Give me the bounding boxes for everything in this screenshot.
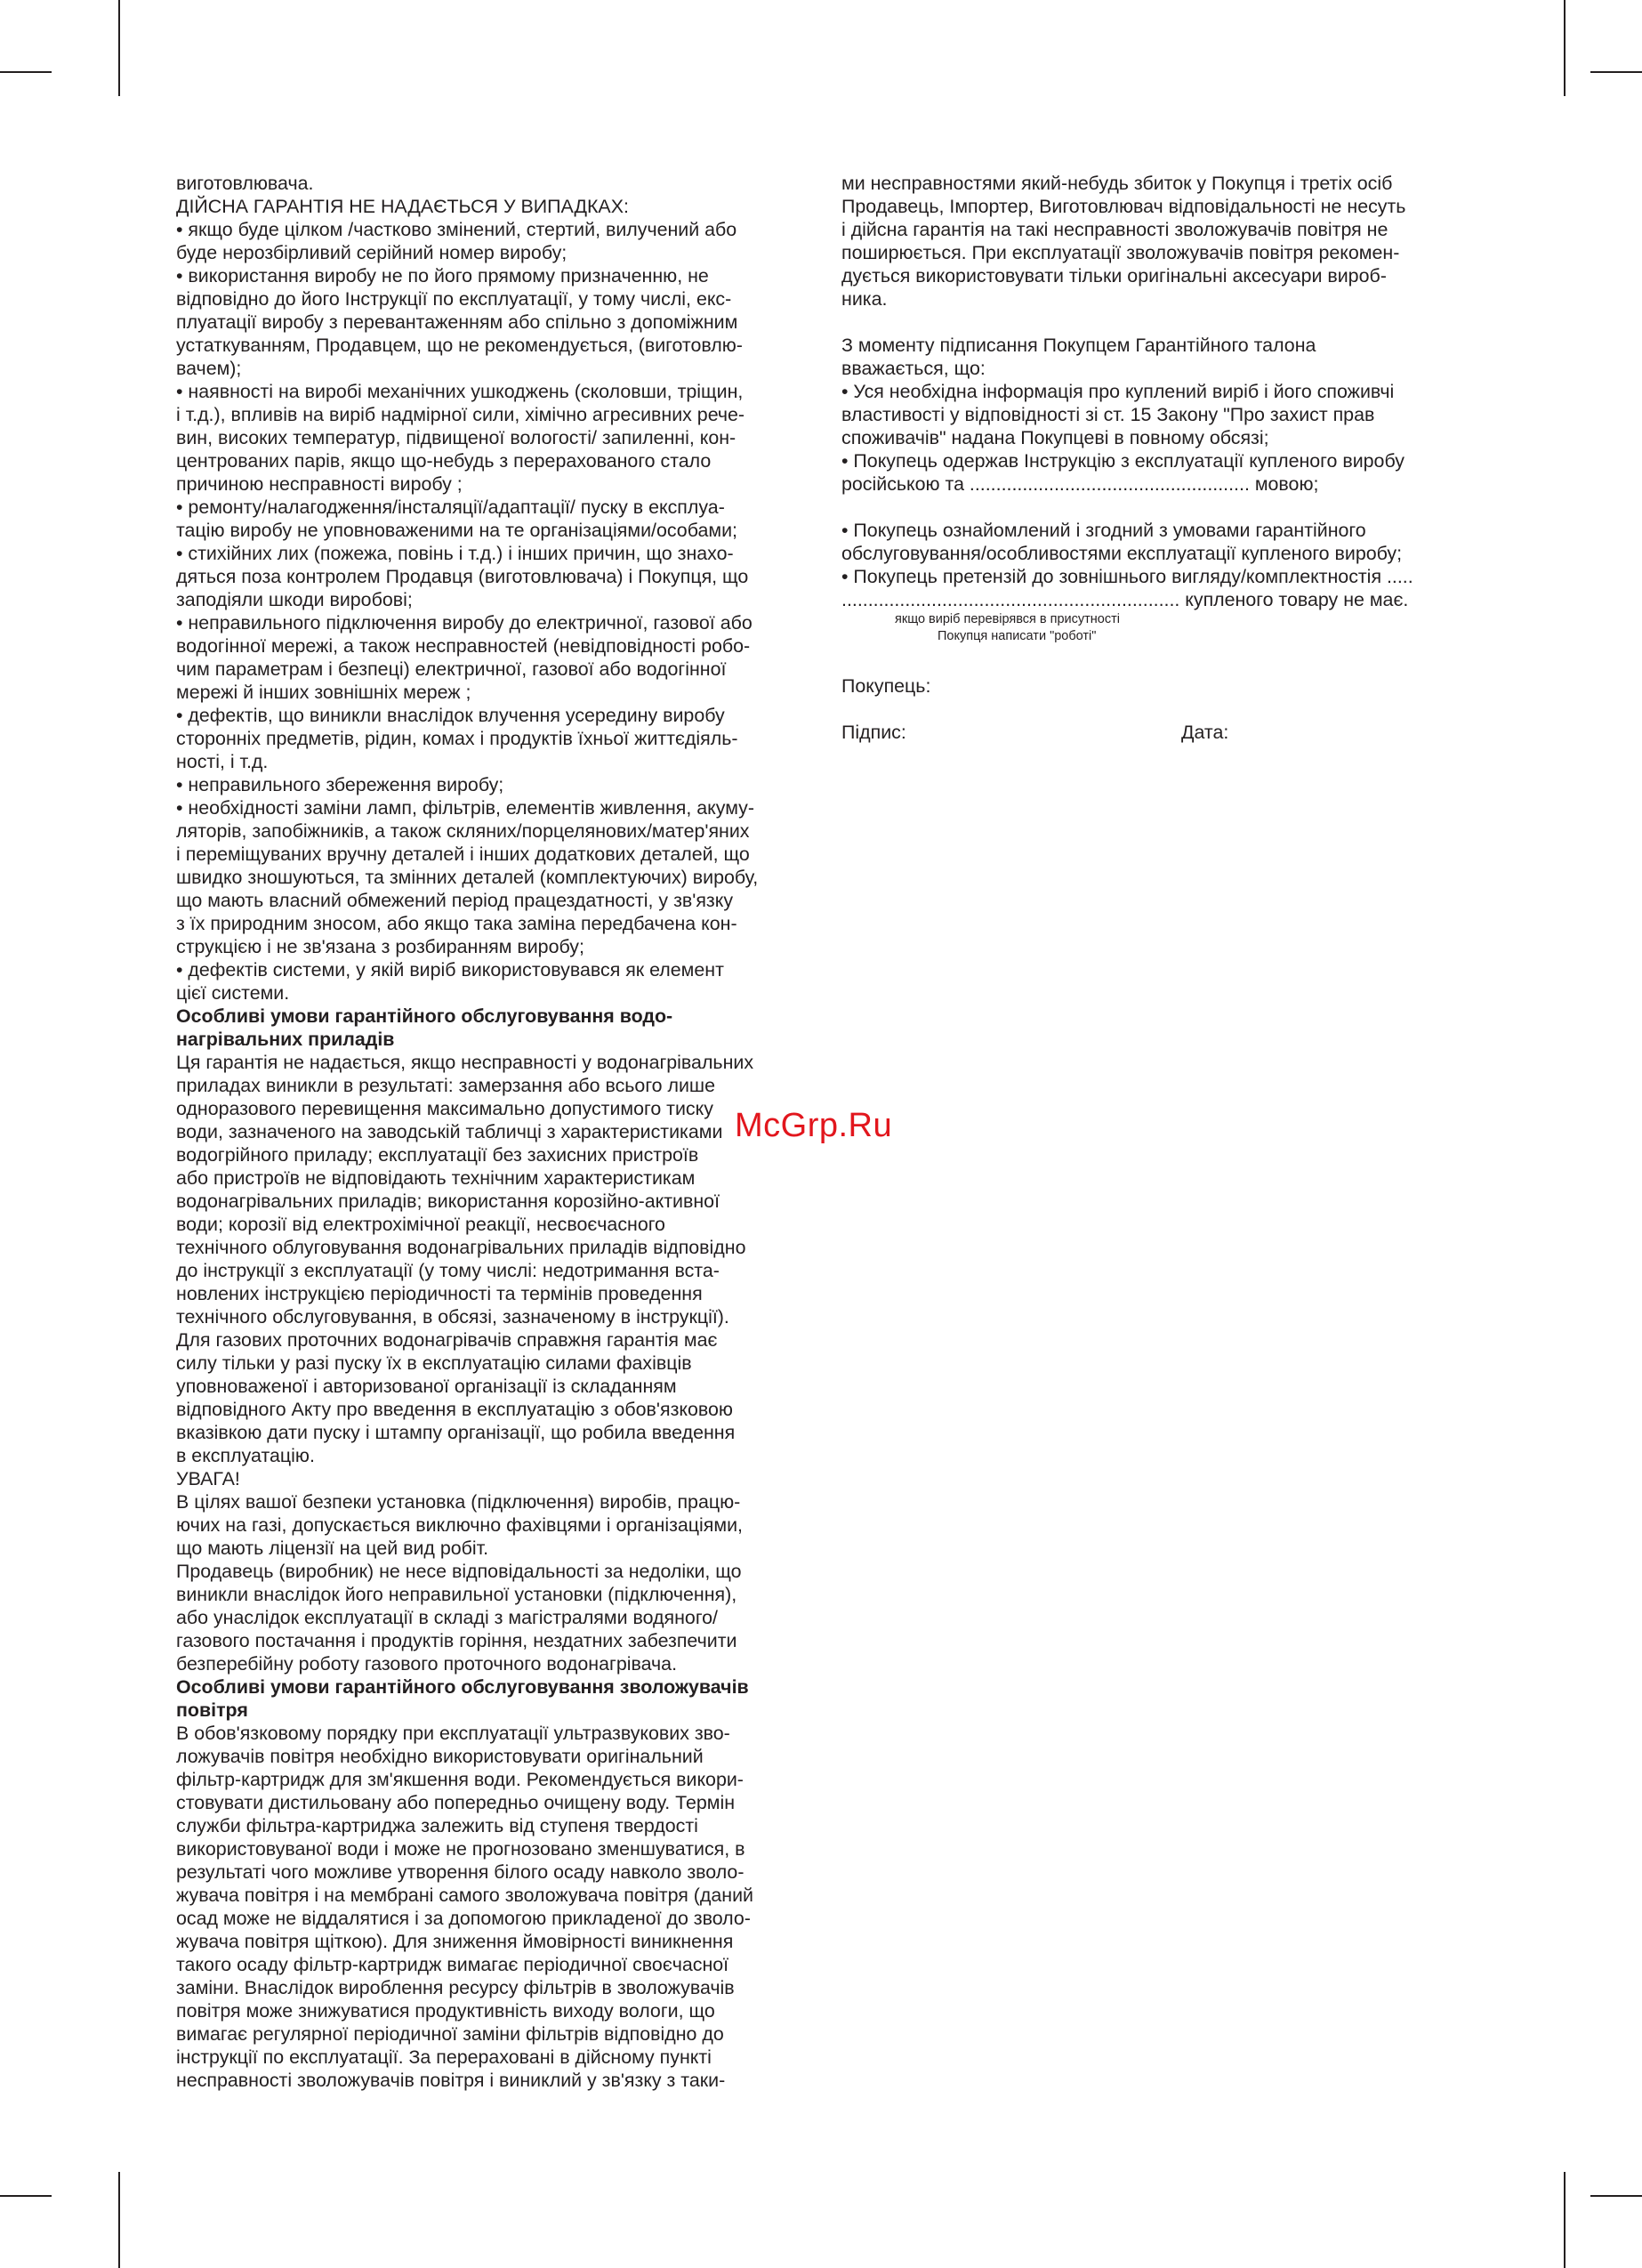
text-line: • наявності на виробі механічних ушкоджень (сколовши, тріщин, [176, 381, 744, 402]
text-line: • Уся необхідна інформація про куплений виріб і його споживчі [841, 381, 1395, 402]
text-line: вимагає регулярної періодичної заміни фільтрів відповідно до [176, 2023, 724, 2045]
text-line: мережі й інших зовнішніх мереж ; [176, 682, 471, 703]
text-line: УВАГА! [176, 1468, 240, 1489]
text-line: • неправильного збереження виробу; [176, 774, 504, 795]
text-line: буде нерозбірливий серійний номер виробу; [176, 242, 567, 263]
text-line: повітря може знижуватися продуктивність виходу вологи, що [176, 2000, 715, 2022]
buyer-label: Покупець: [841, 675, 931, 697]
text-line: і т.д.), впливів на виріб надмірної сили, хімічно агресивних рече- [176, 404, 745, 425]
right-text-column [841, 172, 1477, 744]
text-line: • необхідності заміни ламп, фільтрів, елементів живлення, акуму- [176, 797, 754, 819]
text-line: технічного облуговування водонагрівальних приладів відповідно [176, 1237, 746, 1258]
signature-row [841, 721, 1477, 744]
text-line: ляторів, запобіжників, а також скляних/порцелянових/матер'яних [176, 820, 750, 842]
text-line: ложувачів повітря необхідно використовувати оригінальний [176, 1746, 704, 1767]
text-line: В цілях вашої безпеки установка (підключення) виробів, працю- [176, 1491, 741, 1513]
section-heading-line: Особливі умови гарантійного обслуговування зволожувачів [176, 1676, 749, 1698]
text-line: ності, і т.д. [176, 751, 269, 772]
crop-mark-top-left [118, 0, 120, 96]
text-line: • ремонту/налагодження/інсталяції/адаптації/ пуску в експлуа- [176, 496, 725, 518]
text-line: причиною несправності виробу ; [176, 473, 463, 495]
text-line: і переміщуваних вручну деталей і інших додаткових деталей, що [176, 843, 750, 865]
text-line: осад може не віддалятися і за допомогою прикладеної до зволо- [176, 1908, 751, 1929]
text-line: властивості у відповідності зі ст. 15 Закону "Про захист прав [841, 404, 1375, 425]
text-line: чим параметрам і безпеці) електричної, газової або водогінної [176, 658, 727, 680]
section-heading-line: нагрівальних приладів [176, 1029, 395, 1050]
text-line: використовуваної води і може не прогнозовано зменшуватися, в [176, 1838, 745, 1860]
date-label: Дата: [1181, 722, 1229, 743]
section-heading-line: Особливі умови гарантійного обслуговування водо- [176, 1005, 673, 1027]
text-line: дяться поза контролем Продавця (виготовлювача) і Покупця, що [176, 566, 749, 587]
text-line: • Покупець одержав Інструкцію з експлуатації купленого виробу [841, 450, 1405, 472]
text-line: служби фільтра-картриджа залежить від ступеня твердості [176, 1815, 698, 1836]
text-line: заподіяли шкоди виробові; [176, 589, 413, 610]
text-line: В обов'язковому порядку при експлуатації ультразвукових зво- [176, 1723, 730, 1744]
text-line: або пристроїв не відповідають технічним характеристикам [176, 1167, 696, 1189]
text-line: силу тільки у разі пуску їх в експлуатацію силами фахівців [176, 1352, 692, 1374]
text-line: струкцією і не зв'язана з розбиранням виробу; [176, 936, 584, 957]
text-line: жувача повітря щіткою). Для зниження ймовірності виникнення [176, 1931, 734, 1952]
text-line: вачем); [176, 358, 242, 379]
crop-mark-right-top [1590, 71, 1642, 73]
text-line: виготовлювача. [176, 173, 314, 194]
text-line: одноразового перевищення максимально допустимого тиску [176, 1098, 713, 1119]
text-line: що мають власний обмежений період працездатності, у зв'язку [176, 890, 734, 911]
text-line: З моменту підписання Покупцем Гарантійного талона [841, 335, 1316, 356]
section-heading-line: повітря [176, 1699, 248, 1721]
text-line: • дефектів, що виникли внаслідок влучення усередину виробу [176, 705, 725, 726]
text-line: приладах виникли в результаті: замерзання або всього лише [176, 1075, 715, 1096]
text-line: або унаслідок експлуатації в складі з магістралями водяного/ [176, 1607, 718, 1628]
text-line: • дефектів системи, у якій виріб використовувався як елемент [176, 959, 724, 981]
text-line: сторонніх предметів, рідин, комах і продуктів їхньої життєдіяль- [176, 728, 738, 749]
text-line: води, зазначеного на заводській табличці з характеристиками [176, 1121, 723, 1142]
text-line: дується використовувати тільки оригінальні аксесуари вироб- [841, 265, 1387, 287]
fine-print-note-1: якщо виріб перевірявся в присутності [895, 612, 1120, 626]
text-line: ючих на газі, допускається виключно фахівцями і організаціями, [176, 1514, 743, 1536]
text-line: плуатації виробу з перевантаженням або спільно з допоміжним [176, 311, 738, 333]
text-line: • неправильного підключення виробу до електричної, газової або [176, 612, 753, 634]
signature-label: Підпис: [841, 722, 906, 743]
text-line: Продавець, Імпортер, Виготовлювач відповідальності не несуть [841, 196, 1406, 217]
buyer-consent-list [841, 519, 1477, 611]
text-line: центрованих парів, якщо що-небудь з перерахованого стало [176, 450, 712, 472]
text-line: до інструкції з експлуатації (у тому числі: недотримання вста- [176, 1260, 720, 1281]
text-line: заміни. Внаслідок вироблення ресурсу фільтрів в зволожувачів [176, 1977, 735, 1998]
text-line: інструкції по експлуатації. За перераховані в дійсному пункті [176, 2046, 712, 2068]
crop-mark-top-right [1564, 0, 1566, 96]
text-line: виникли внаслідок його неправильної установки (підключення), [176, 1584, 737, 1605]
text-line: цієї системи. [176, 982, 290, 1004]
crop-mark-bottom-left [118, 2172, 120, 2268]
text-line: безперебійну роботу газового проточного водонагрівача. [176, 1653, 678, 1675]
text-line: відповідного Акту про введення в експлуатацію з обов'язковою [176, 1399, 733, 1420]
text-line: ДІЙСНА ГАРАНТІЯ НЕ НАДАЄТЬСЯ У ВИПАДКАХ: [176, 196, 629, 217]
text-line: Ця гарантія не надається, якщо несправності у водонагрівальних [176, 1052, 754, 1073]
text-line: технічного обслуговування, в обсязі, зазначеному в інструкції). [176, 1306, 729, 1328]
fine-print-note-2: Покупця написати "роботі" [938, 629, 1097, 643]
text-line: швидко зношуються, та змінних деталей (комплектуючих) виробу, [176, 867, 759, 888]
text-line: такого осаду фільтр-картридж вимагає періодичної своєчасної [176, 1954, 729, 1975]
text-line: тацію виробу не уповноваженими на те організаціями/особами; [176, 520, 737, 541]
liability-paragraph [841, 172, 1477, 311]
text-line: • якщо буде цілком /частково змінений, стертий, вилучений або [176, 219, 737, 240]
text-line: відповідно до його Інструкції по експлуатації, у тому числі, екс- [176, 288, 732, 310]
text-line: з їх природним зносом, або якщо така заміна передбачена кон- [176, 913, 737, 934]
crop-mark-left-top [0, 71, 52, 73]
text-line: водонагрівальних приладів; використання корозійно-активної [176, 1190, 720, 1212]
text-line: уповноваженої і авторизованої організації із складанням [176, 1376, 677, 1397]
text-line: • використання виробу не по його прямому призначенню, не [176, 265, 709, 287]
text-line: споживачів" надана Покупцеві в повному обсязі; [841, 427, 1269, 448]
watermark-text: McGrp.Ru [735, 1107, 893, 1144]
left-text-column [176, 172, 808, 2092]
text-line: стовувати дистильовану або попередньо очищену воду. Термін [176, 1792, 736, 1813]
text-line: ми несправностями який-небудь збиток у Покупця і третіх осіб [841, 173, 1393, 194]
text-line: що мають ліцензії на цей вид робіт. [176, 1538, 489, 1559]
crop-mark-left-bottom [0, 2195, 52, 2197]
text-line: в експлуатацію. [176, 1445, 315, 1466]
text-line: • Покупець ознайомлений і згодний з умовами гарантійного [841, 520, 1366, 541]
text-line: газового постачання і продуктів горіння, нездатних забезпечити [176, 1630, 737, 1651]
text-line: • Покупець претензій до зовнішнього вигляду/комплектностія ..... [841, 566, 1413, 587]
text-line: устаткуванням, Продавцем, що не рекомендується, (виготовлю- [176, 335, 743, 356]
text-line: результаті чого можливе утворення білого осаду навколо зволо- [176, 1861, 745, 1883]
text-line: поширюється. При експлуатації зволожувачів повітря рекомен- [841, 242, 1400, 263]
text-line: вважається, що: [841, 358, 986, 379]
buyer-acknowledgement-list [841, 334, 1477, 496]
text-line: Для газових проточних водонагрівачів справжня гарантія має [176, 1329, 718, 1351]
text-line: • стихійних лих (пожежа, повінь і т.д.) і інших причин, що знахо- [176, 543, 734, 564]
text-line: несправності зволожувачів повітря і виниклий у зв'язку з таки- [176, 2070, 726, 2091]
text-line: вин, високих температур, підвищеної вологості/ запиленні, кон- [176, 427, 736, 448]
text-line: водогінної мережі, а також несправностей (невідповідності робо- [176, 635, 751, 657]
text-line: і дійсна гарантія на такі несправності зволожувачів повітря не [841, 219, 1388, 240]
text-line: жувача повітря і на мембрані самого зволожувача повітря (даний [176, 1885, 753, 1906]
text-line: фільтр-картридж для зм'якшення води. Рекомендується викори- [176, 1769, 744, 1790]
text-line: новлених інструкцією періодичності та термінів проведення [176, 1283, 703, 1304]
crop-mark-right-bottom [1590, 2195, 1642, 2197]
text-line: Продавець (виробник) не несе відповідальності за недоліки, що [176, 1561, 742, 1582]
text-line: ................................................................ купленого товару не має. [841, 589, 1409, 610]
text-line: ника. [841, 288, 888, 310]
text-line: водогрійного приладу; експлуатації без захисних пристроїв [176, 1144, 699, 1166]
text-line: російською та ..................................................... мовою; [841, 473, 1319, 495]
text-line: води; корозії від електрохімічної реакції, несвоєчасного [176, 1214, 665, 1235]
text-line: обслуговування/особливостями експлуатації купленого виробу; [841, 543, 1403, 564]
text-line: вказівкою дати пуску і штампу організації, що робила введення [176, 1422, 736, 1443]
crop-mark-bottom-right [1564, 2172, 1566, 2268]
